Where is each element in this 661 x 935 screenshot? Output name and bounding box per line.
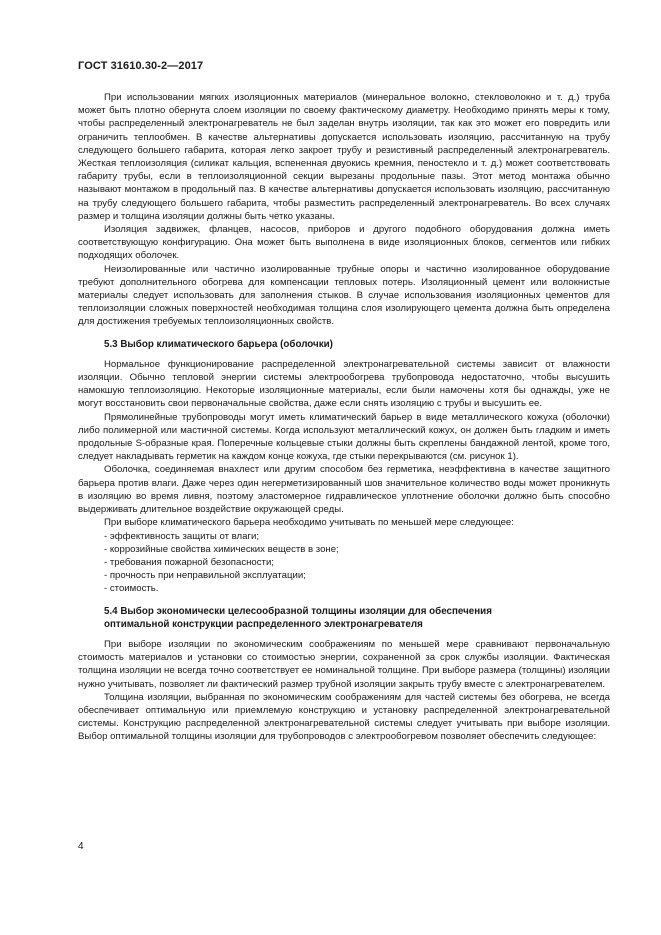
document-code: ГОСТ 31610.30-2—2017 <box>78 60 204 72</box>
section-heading-line: оптимальной конструкции распределенного электронагревателя <box>104 618 423 630</box>
paragraph: При выборе климатического барьера необходимо учитывать по меньшей мере следующее: <box>104 517 514 529</box>
paragraph: Прямолинейные трубопроводы могут иметь климатический барьер в виде металлического кожуха (оболочки) либо полимерной или мастичной системы. Когда используют металлический кожух, он должен быть гладким и иметь продольные S-образные края. Поперечные кольцевые стыки должны быть скреплены бандажной лентой, кроме того, следует накладывать герметик на каждом конце кожуха, где стыки перекрываются (см. рисунок 1). <box>78 411 610 463</box>
section-heading-5-4 <box>78 605 610 631</box>
list-item: - прочность при неправильной эксплуатации; <box>104 570 306 582</box>
list-item: - стоимость. <box>104 583 159 595</box>
paragraph: Оболочка, соединяемая внахлест или другим способом без герметика, неэффективна в качестве защитного барьера против влаги. Даже через один негерметизированный шов значительное количество воды может проникнуть в изоляцию во время ливня, поэтому эластомерное гидравлическое уплотнение оболочки должно быть способно выдерживать длительное воздействие окружающей среды. <box>78 464 610 516</box>
section-heading-line: 5.4 Выбор экономически целесообразной толщины изоляции для обеспечения <box>104 605 492 617</box>
section-heading-5-3: 5.3 Выбор климатического барьера (оболочки) <box>104 338 333 350</box>
paragraph: Толщина изоляции, выбранная по экономическим соображениям для частей системы без обогрева, не всегда обеспечивает оптимальную или приемлемую конструкцию и установку распределенной электронагревательной системы. Конструкцию распределенной электронагревательной системы следует учитывать при выборе изоляции. Выбор оптимальной толщины изоляции для трубопроводов с электрообогревом позволяет обеспечить следующее: <box>78 691 610 743</box>
list-item: - требования пожарной безопасности; <box>104 556 274 568</box>
document-body <box>78 91 610 744</box>
paragraph: Неизолированные или частично изолированные трубные опоры и частично изолированное оборудование требуют дополнительного обогрева для компенсации тепловых потерь. Изоляционный цемент или волокнистые материалы следует использовать для заполнения стыков. В случае использования изоляционных цементов для теплоизоляции сложных поверхностей необходимая толщина слоя изолирующего цемента должна быть определена для достижения требуемых теплоизоляционных свойств. <box>78 263 610 328</box>
paragraph: При выборе изоляции по экономическим соображениям по меньшей мере сравнивают первоначальную стоимость материалов и установки со стоимостью энергии, сохраненной за срок службы изоляции. Фактическая толщина изоляции не всегда точно соответствует ее номинальной толщине. При выборе размера (толщины) изоляции нужно учитывать, позволяет ли фактический размер трубной изоляции закрыть трубу вместе с электронагревателем. <box>78 638 610 690</box>
page-number: 4 <box>78 841 84 852</box>
paragraph: Изоляция задвижек, фланцев, насосов, приборов и другого подобного оборудования должна иметь соответствующую конфигурацию. Она может быть выполнена в виде изоляционных блоков, сегментов или гибких подходящих оболочек. <box>78 224 610 262</box>
list-item: - эффективность защиты от влаги; <box>104 530 259 542</box>
list-item: - коррозийные свойства химических веществ в зоне; <box>104 543 339 555</box>
paragraph: Нормальное функционирование распределенной электронагревательной системы зависит от влажности изоляции. Обычно тепловой энергии системы электрообогрева трубопровода недостаточно, чтобы высушить намокшую теплоизоляцию. Некоторые изоляционные материалы, если были намочены хотя бы однажды, уже не могут восстановить свои первоначальные свойства, даже если снять изоляцию с трубы и высушить ее. <box>78 358 610 410</box>
paragraph: При использовании мягких изоляционных материалов (минеральное волокно, стекловолокно и т. д.) труба может быть плотно обернута слоем изоляции по своему фактическому диаметру. Необходимо принять меры к тому, чтобы распределенный электронагреватель не был заделан внутрь изоляции, так как это может его повредить или ограничить теплообмен. В качестве альтернативы допускается использовать изоляцию, рассчитанную на трубу следующего большего габарита, которая легко закроет трубу и резистивный распределенный электронагреватель. Жесткая теплоизоляция (силикат кальция, вспененная двуокись кремния, пеностекло и т. д.) может соответствовать габариту трубы, если в теплоизоляционной секции вырезаны продольные пазы. Этот метод монтажа обычно называют монтажом в продольный паз. В качестве альтернативы допускается использовать изоляцию, рассчитанную на трубу следующего большего габарита, чтобы разместить распределенный электронагреватель. Во всех случаях размер и толщина изоляции должны быть четко указаны. <box>78 92 610 222</box>
